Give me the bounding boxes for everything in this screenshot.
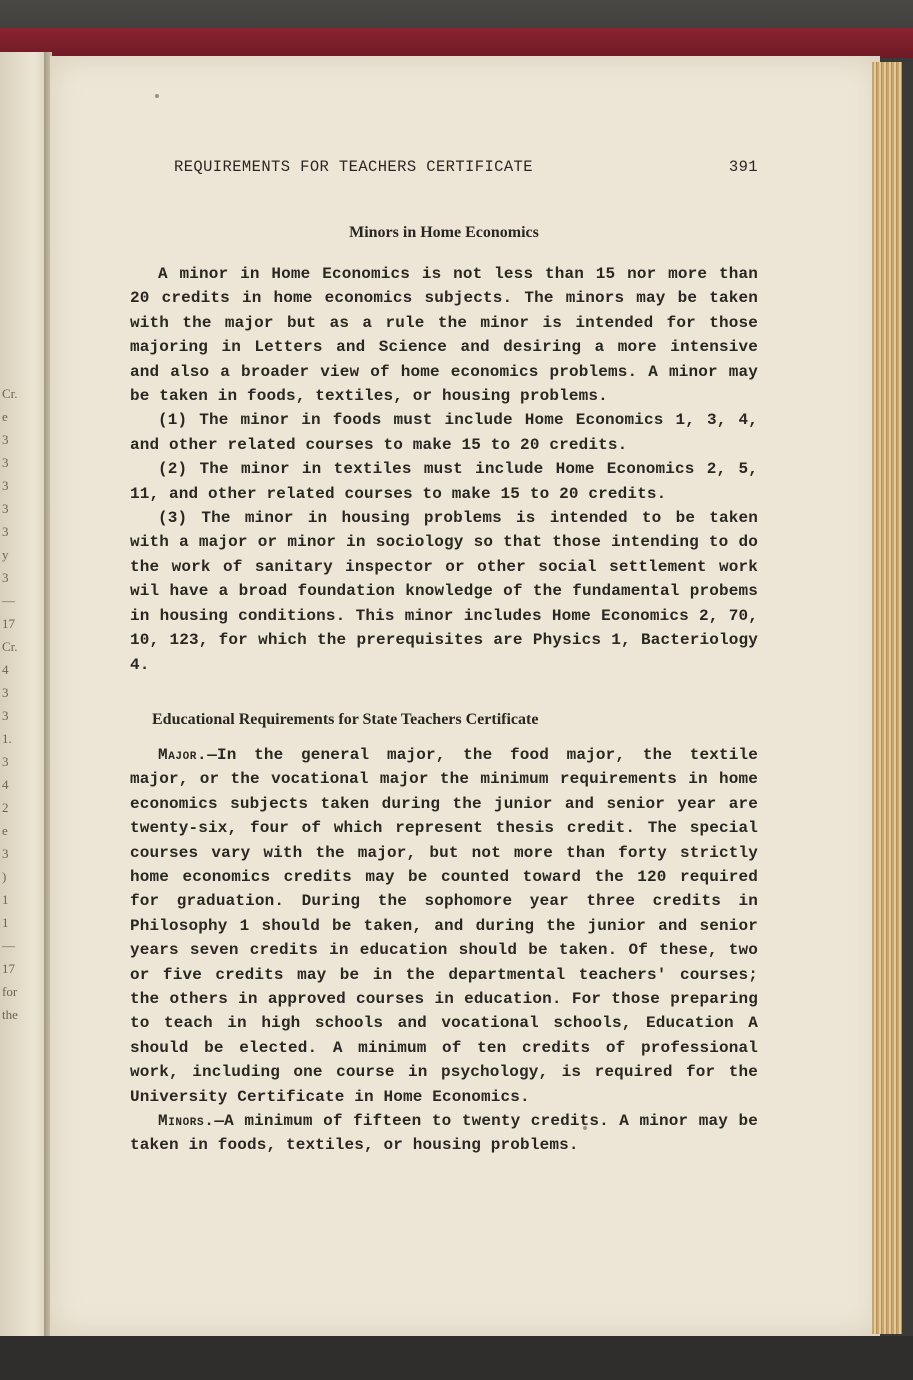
minor-housing-paragraph: (3) The minor in housing problems is intended to be taken with a major or minor in sociology so that those intending to do the work of sanitary inspector or other social settlement work wil have a broad foundation knowledge of the fundamental probems in housing conditions. This minor includes Home Economics 2, 70, 10, 123, for which the prerequisites are Physics 1, Bacteriology 4. (130, 509, 758, 674)
major-paragraph (130, 743, 758, 1109)
left-margin-fragment: 3 (2, 685, 9, 700)
paper-speck (155, 94, 159, 98)
page-number: 391 (728, 158, 758, 176)
left-margin-fragment: the (2, 1007, 18, 1022)
page-content (130, 150, 758, 1158)
left-margin-fragment: 3 (2, 570, 9, 585)
left-margin-fragment: 1 (2, 892, 9, 907)
left-margin-fragment: 3 (2, 501, 9, 516)
left-margin-fragment: 3 (2, 478, 9, 493)
left-margin-fragment: 17 (2, 616, 15, 631)
left-margin-fragment: — (2, 593, 15, 608)
left-margin-fragment: 3 (2, 846, 9, 861)
left-margin-fragment: 17 (2, 961, 15, 976)
left-margin-fragment: 1. (2, 731, 12, 746)
page-edges-stack (872, 62, 902, 1334)
left-margin-fragment: 4 2 (2, 777, 9, 815)
left-margin-fragment: 3 (2, 432, 9, 447)
left-margin-fragment: Cr. (2, 386, 18, 401)
left-margin-fragment: 3 (2, 524, 9, 539)
left-page-margin-text (2, 382, 16, 1026)
book-bottom-shadow (0, 1336, 913, 1380)
left-margin-fragment: 3 (2, 455, 9, 470)
left-margin-fragment: 4 (2, 662, 9, 677)
minors-body (130, 262, 758, 677)
left-margin-fragment: Cr. (2, 639, 18, 654)
major-text: —In the general major, the food major, the textile major, or the vocational major the minimum requirements in home economics subjects taken during the junior and senior year are twenty-six, four of which represent thesis credit. The special courses vary with the major, but not more than forty strictly home economics credits may be counted toward the 120 required for graduation. During the sophomore year three credits in Philosophy 1 should be taken, and during the junior and senior years seven credits in education should be taken. Of these, two or five credits may be in the departmental teachers' courses; the others in approved courses in education. For those preparing to teach in high schools and vocational schools, Education A should be elected. A minimum of ten credits of professional work, including one course in psychology, is required for the University Certificate in Home Economics. (130, 745, 758, 1106)
minors-heading: Minors in Home Economics (349, 224, 539, 241)
left-margin-fragment: for (2, 984, 18, 999)
major-label: Major. (158, 745, 208, 764)
left-margin-fragment: ) (2, 869, 7, 884)
minors-text: —A minimum of fifteen to twenty credits. A minor may be taken in foods, textiles, or housing problems. (130, 1112, 758, 1155)
left-page-edge (0, 52, 48, 1342)
left-margin-fragment: 3 (2, 708, 9, 723)
minors-label: Minors. (158, 1112, 215, 1130)
minors-intro-paragraph: A minor in Home Economics is not less than 15 nor more than 20 credits in home economics subjects. The minors may be taken with the major but as a rule the minor is intended for those majoring in Letters and Science and desiring a more intensive and also a broader view of home economics problems. A minor may be taken in foods, textiles, or housing problems. (130, 265, 758, 406)
left-margin-fragment: 3 (2, 754, 9, 769)
minors-paragraph (130, 1109, 758, 1158)
minor-foods-paragraph: (1) The minor in foods must include Home Economics 1, 3, 4, and other related courses to make 15 to 20 credits. (130, 411, 758, 454)
requirements-heading: Educational Requirements for State Teachers Certificate (152, 710, 539, 728)
running-head-title: REQUIREMENTS FOR TEACHERS CERTIFICATE (174, 158, 533, 176)
red-binding-band (0, 28, 913, 58)
left-margin-fragment: y (2, 547, 9, 562)
minor-textiles-paragraph: (2) The minor in textiles must include Home Economics 2, 5, 11, and other related courses to make 15 to 20 credits. (130, 460, 758, 503)
left-margin-fragment: e (2, 409, 8, 424)
left-margin-fragment: 1 (2, 915, 9, 930)
running-head (174, 158, 758, 176)
left-margin-fragment: — (2, 938, 15, 953)
left-margin-fragment: e (2, 823, 8, 838)
